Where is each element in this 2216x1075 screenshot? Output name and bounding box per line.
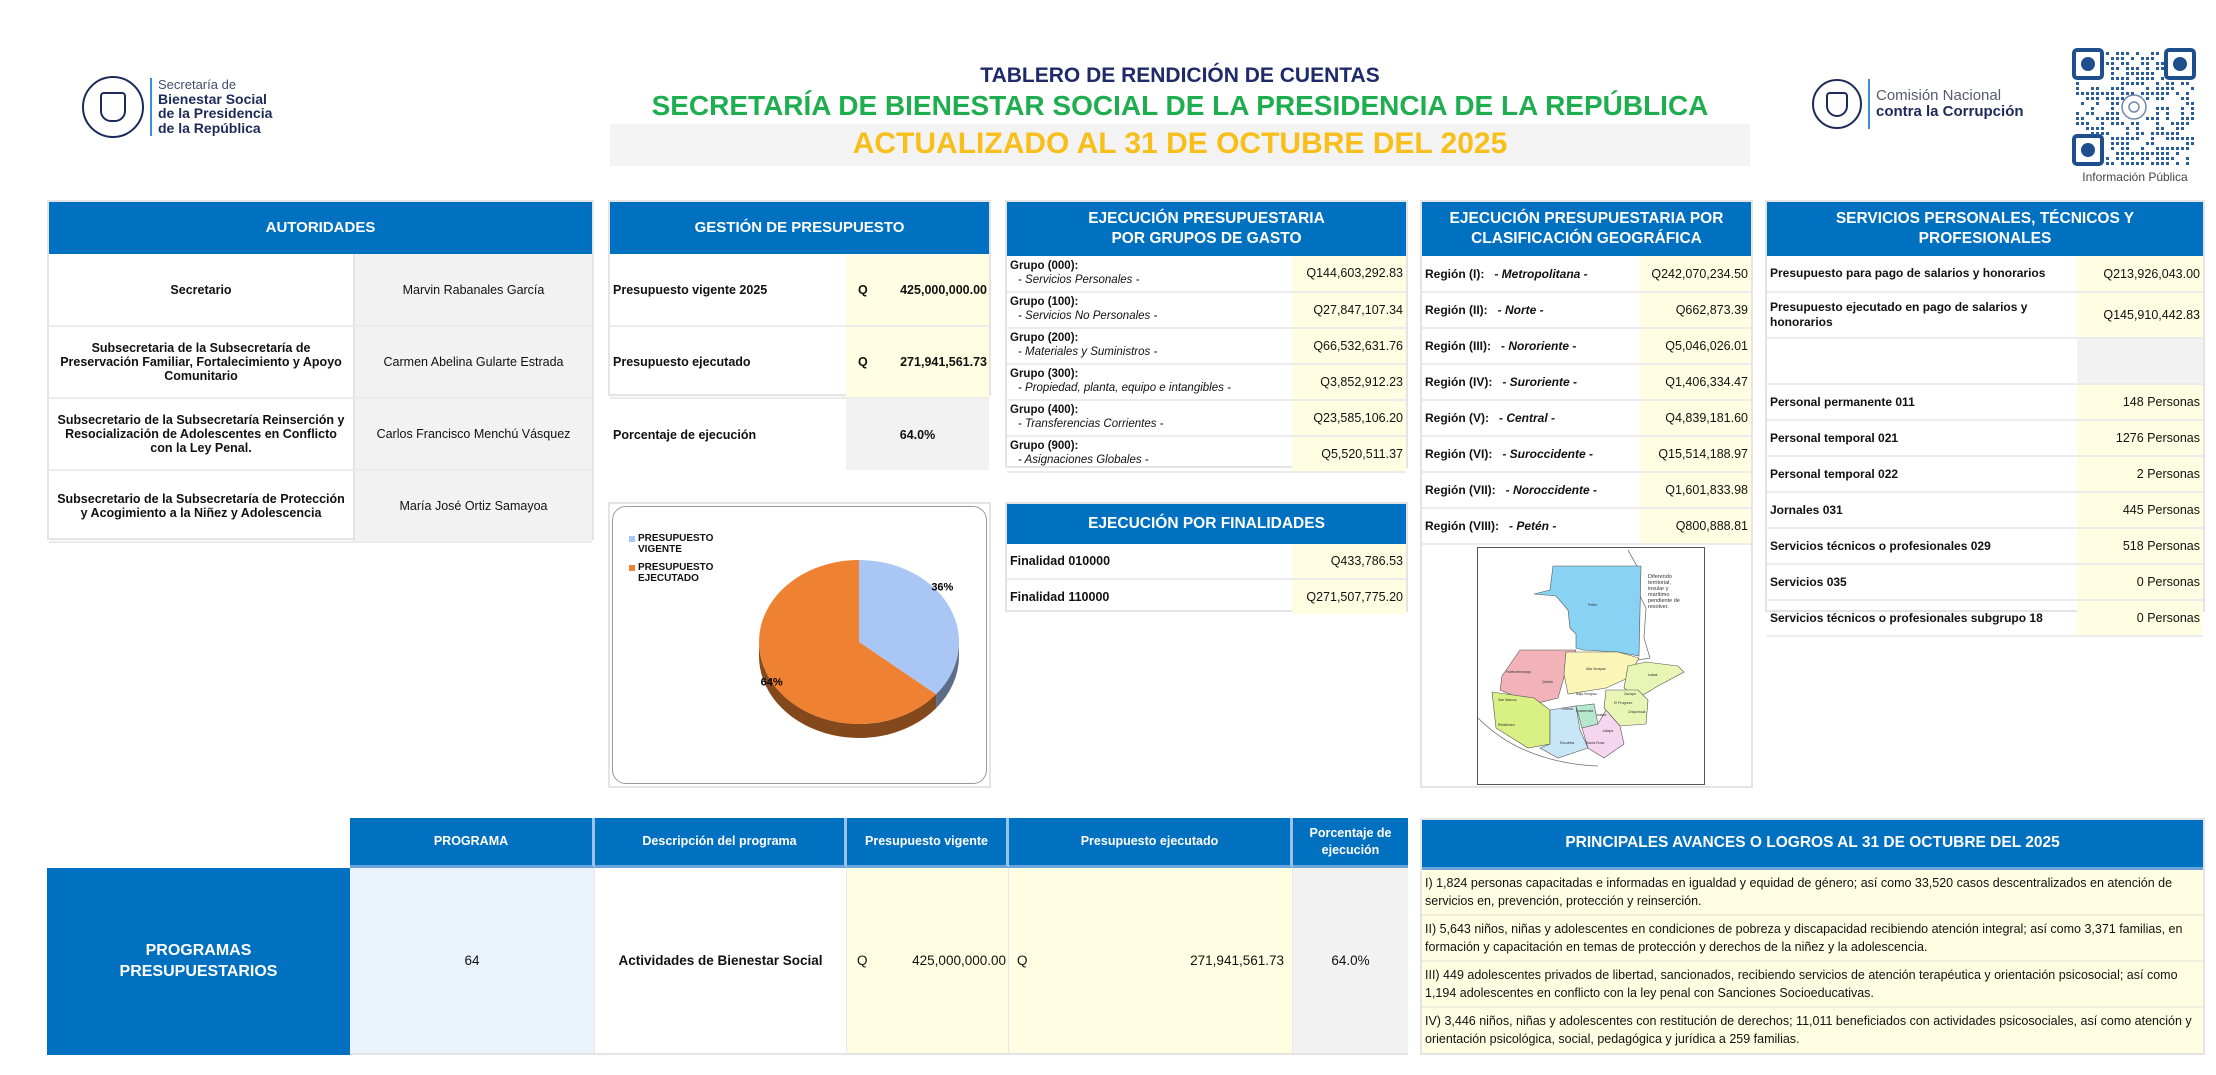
data-label-vigente: 36% <box>931 581 954 594</box>
programa-ejecutado: 271,941,561.73 <box>1190 953 1284 968</box>
servicio-label: Personal permanente 011 <box>1767 384 2077 420</box>
authority-role: Subsecretaria de la Subsecretaría de Preservación Familiar, Fortalecimiento y Apoyo Comunitario <box>49 326 354 398</box>
programas-side-label <box>47 868 350 1055</box>
region-code: Región (I): <box>1425 266 1485 281</box>
finalidades-panel <box>1005 502 1408 612</box>
table-row <box>1767 492 2203 528</box>
region-label <box>1422 472 1640 508</box>
servicio-value: 518 Personas <box>2077 528 2203 564</box>
region-label <box>1422 400 1640 436</box>
servicio-label: Personal temporal 022 <box>1767 456 2077 492</box>
servicios-table <box>1767 256 2203 637</box>
cnc-logo-text <box>1876 88 2024 121</box>
table-row <box>1007 256 1406 292</box>
currency-symbol: Q <box>846 326 886 398</box>
svg-text:Huehuetenango: Huehuetenango <box>1506 670 1531 674</box>
gestion-presupuesto-panel <box>608 200 991 442</box>
geografica-title-line1: EJECUCIÓN PRESUPUESTARIA POR <box>1449 209 1724 227</box>
grupo-label <box>1007 436 1292 472</box>
region-value: Q1,601,833.98 <box>1640 472 1751 508</box>
servicio-label: Servicios técnicos o profesionales subgrupo 18 <box>1767 600 2077 636</box>
table-row <box>1422 256 1751 292</box>
table-row <box>1422 400 1751 436</box>
avances-title: PRINCIPALES AVANCES O LOGROS AL 31 DE OCTUBRE DEL 2025 <box>1422 820 2203 870</box>
grupo-value: Q27,847,107.34 <box>1292 292 1406 328</box>
servicio-label: Presupuesto para pago de salarios y honorarios <box>1767 256 2077 292</box>
region-label <box>1422 256 1640 292</box>
qr-code-icon[interactable] <box>2072 48 2196 166</box>
region-label <box>1422 508 1640 544</box>
grupos-title <box>1007 202 1406 256</box>
finalidades-table <box>1007 544 1406 614</box>
region-code: Región (II): <box>1425 303 1488 317</box>
grupos-gasto-panel <box>1005 200 1408 468</box>
qr-caption: Información Pública <box>2082 170 2188 184</box>
table-row <box>610 326 989 398</box>
table-row <box>49 326 592 398</box>
logo-divider <box>150 78 152 136</box>
region-label <box>1422 364 1640 400</box>
legend-label-line: PRESUPUESTO <box>638 533 714 544</box>
currency-symbol: Q <box>846 254 886 326</box>
logo-line-2: Bienestar Social <box>158 90 267 107</box>
region-label <box>1422 292 1640 328</box>
table-row <box>1422 472 1751 508</box>
autoridades-table <box>49 254 592 543</box>
servicio-value: Q145,910,442.83 <box>2077 292 2203 338</box>
currency-symbol: Q <box>857 953 868 968</box>
logo-line-4: de la República <box>158 120 261 137</box>
col-header-descripcion: Descripción del programa <box>595 818 847 868</box>
grupo-label <box>1007 400 1292 436</box>
table-row <box>610 398 989 470</box>
table-row <box>1007 544 1406 579</box>
svg-text:Escuintla: Escuintla <box>1560 741 1575 745</box>
programa-vigente: 425,000,000.00 <box>912 953 1006 968</box>
table-row <box>1767 564 2203 600</box>
servicio-label: Servicios 035 <box>1767 564 2077 600</box>
budget-value: 425,000,000.00 <box>886 254 989 326</box>
autoridades-panel <box>47 200 594 540</box>
svg-text:Zacapa: Zacapa <box>1624 692 1636 696</box>
grupos-title-line2: POR GRUPOS DE GASTO <box>1111 230 1302 247</box>
programa-vigente-cell <box>847 868 1009 1053</box>
servicio-label <box>1767 338 2077 384</box>
map-note-line: territorial, <box>1648 580 1671 586</box>
logo-divider <box>1868 79 1870 129</box>
region-label <box>1422 328 1640 364</box>
logro-item: I) 1,824 personas capacitadas e informadas en igualdad y equidad de género; así como 33,520 casos descentralizados en atención de servicios en, prevención, protección y reinserción. <box>1422 870 2203 916</box>
cnc-line-1: Comisión Nacional <box>1876 86 2002 104</box>
update-date: ACTUALIZADO AL 31 DE OCTUBRE DEL 2025 <box>852 127 1508 160</box>
svg-text:Petén: Petén <box>1588 603 1598 607</box>
pie-plot-area <box>613 507 988 785</box>
region-value: Q800,888.81 <box>1640 508 1751 544</box>
table-row <box>1767 338 2203 384</box>
table-row <box>1007 579 1406 614</box>
region-label <box>1422 436 1640 472</box>
servicio-label: Personal temporal 021 <box>1767 420 2077 456</box>
region-code: Región (III): <box>1425 339 1491 353</box>
authority-name: Carlos Francisco Menchú Vásquez <box>354 398 592 470</box>
servicio-label: Presupuesto ejecutado en pago de salarios y honorarios <box>1767 292 2077 338</box>
servicio-value: 2 Personas <box>2077 456 2203 492</box>
grupo-value: Q144,603,292.83 <box>1292 256 1406 292</box>
col-header-vigente: Presupuesto vigente <box>847 818 1009 868</box>
programa-porcentaje: 64.0% <box>1293 868 1408 1053</box>
map-note-line: pendiente de <box>1648 598 1680 604</box>
servicios-title-line1: SERVICIOS PERSONALES, TÉCNICOS Y <box>1835 209 2135 227</box>
grupo-description: - Propiedad, planta, equipo e intangibles - <box>1018 382 1231 394</box>
data-label-ejecutado: 64% <box>760 676 783 689</box>
gestion-title: GESTIÓN DE PRESUPUESTO <box>610 202 989 254</box>
grupo-value: Q23,585,106.20 <box>1292 400 1406 436</box>
region-value: Q242,070,234.50 <box>1640 256 1751 292</box>
table-row <box>1767 256 2203 292</box>
svg-text:San Marcos: San Marcos <box>1498 698 1517 702</box>
region-code: Región (VII): <box>1425 483 1496 497</box>
table-row <box>1767 292 2203 338</box>
budget-label: Presupuesto vigente 2025 <box>610 254 846 326</box>
logo-line-1: Secretaría de <box>158 77 237 93</box>
dashboard-subtitle: TABLERO DE RENDICIÓN DE CUENTAS <box>980 64 1380 87</box>
side-label-line: PROGRAMAS <box>145 941 252 959</box>
table-row <box>1767 600 2203 636</box>
svg-text:Guatemala: Guatemala <box>1576 709 1594 713</box>
table-row <box>610 254 989 326</box>
authority-role: Secretario <box>49 254 354 326</box>
budget-label: Presupuesto ejecutado <box>610 326 846 398</box>
region-name: - Noroccidente - <box>1505 483 1598 497</box>
table-row <box>1007 328 1406 364</box>
table-row <box>1767 456 2203 492</box>
legend-label-line: PRESUPUESTO <box>638 562 714 573</box>
svg-text:Chimal.: Chimal. <box>1562 707 1574 711</box>
map-note-line: resolver. <box>1648 604 1669 610</box>
guatemala-seal-icon <box>82 76 144 138</box>
svg-text:Chiquimula: Chiquimula <box>1628 710 1646 714</box>
col-header-line: Porcentaje de <box>1309 825 1392 840</box>
geografica-title <box>1422 202 1751 256</box>
legend-label-line: VIGENTE <box>638 544 682 555</box>
svg-text:Jalapa: Jalapa <box>1596 713 1607 717</box>
grupo-value: Q5,520,511.37 <box>1292 436 1406 472</box>
grupo-code: Grupo (300): <box>1010 368 1079 381</box>
col-header-ejecutado: Presupuesto ejecutado <box>1009 818 1293 868</box>
region-value: Q1,406,334.47 <box>1640 364 1751 400</box>
table-row <box>1422 364 1751 400</box>
servicio-value: Q213,926,043.00 <box>2077 256 2203 292</box>
guatemala-seal-icon <box>1812 79 1862 129</box>
servicio-label: Servicios técnicos o profesionales 029 <box>1767 528 2077 564</box>
region-value: Q15,514,188.97 <box>1640 436 1751 472</box>
table-row <box>1422 292 1751 328</box>
map-note-line: Diferendo <box>1648 574 1672 580</box>
grupo-description: - Servicios Personales - <box>1018 273 1140 286</box>
grupo-description: - Materiales y Suministros - <box>1018 346 1158 358</box>
svg-text:El Progreso: El Progreso <box>1614 701 1633 705</box>
grupo-label <box>1007 328 1292 364</box>
budget-pie-chart <box>608 502 991 788</box>
region-code: Región (IV): <box>1425 375 1493 389</box>
table-row <box>1007 364 1406 400</box>
logro-item: III) 449 adolescentes privados de libertad, sancionados, recibiendo servicios de atención terapéutica y orientación psicosocial; así como 1,194 adolescentes en conflicto con la ley penal con Sanciones Socioeducativas. <box>1422 962 2203 1008</box>
grupo-value: Q66,532,631.76 <box>1292 328 1406 364</box>
table-row <box>1422 436 1751 472</box>
sbs-logo-text <box>158 78 272 136</box>
svg-text:Retalhuleu: Retalhuleu <box>1498 723 1515 727</box>
authority-role: Subsecretario de la Subsecretaría de Protección y Acogimiento a la Niñez y Adolescencia <box>49 470 354 542</box>
map-note-line: insular y <box>1648 586 1669 592</box>
region-name: - Central - <box>1499 411 1556 425</box>
servicios-panel <box>1765 200 2205 625</box>
authority-name: María José Ortiz Samayoa <box>354 470 592 542</box>
table-row <box>1007 292 1406 328</box>
svg-text:Izabal: Izabal <box>1648 673 1658 677</box>
servicio-label: Jornales 031 <box>1767 492 2077 528</box>
region-code: Región (V): <box>1425 411 1489 425</box>
servicio-value: 0 Personas <box>2077 564 2203 600</box>
col-header-line: ejecución <box>1321 842 1380 857</box>
svg-text:Quiche: Quiche <box>1542 680 1554 684</box>
grupo-code: Grupo (400): <box>1010 404 1079 417</box>
budget-label: Porcentaje de ejecución <box>613 427 757 442</box>
programa-description: Actividades de Bienestar Social <box>595 868 847 1053</box>
region-name: - Petén - <box>1509 519 1557 533</box>
grupo-label <box>1007 364 1292 400</box>
geografica-panel <box>1420 200 1753 788</box>
svg-text:Baja Verapaz: Baja Verapaz <box>1576 692 1597 696</box>
autoridades-title: AUTORIDADES <box>49 202 592 254</box>
currency-symbol: Q <box>1017 953 1028 968</box>
region-code: Región (VIII): <box>1425 519 1499 533</box>
gestion-table <box>610 254 989 470</box>
geografica-title-line2: CLASIFICACIÓN GEOGRÁFICA <box>1471 230 1702 247</box>
servicio-value: 148 Personas <box>2077 384 2203 420</box>
table-row <box>1422 328 1751 364</box>
svg-text:Jutiapa: Jutiapa <box>1602 729 1614 733</box>
grupo-code: Grupo (900): <box>1010 440 1079 453</box>
table-row <box>49 254 592 326</box>
grupo-code: Grupo (000): <box>1010 259 1079 272</box>
programa-code: 64 <box>350 868 595 1053</box>
region-name: - Metropolitana - <box>1494 266 1588 281</box>
chart-frame <box>612 506 987 784</box>
grupos-title-line1: EJECUCIÓN PRESUPUESTARIA <box>1088 209 1325 227</box>
authority-name: Carmen Abelina Gularte Estrada <box>354 326 592 398</box>
budget-value: 271,941,561.73 <box>886 326 989 398</box>
grupo-description: - Asignaciones Globales - <box>1018 454 1149 466</box>
finalidad-label: Finalidad 010000 <box>1007 544 1292 579</box>
page-title: SECRETARÍA DE BIENESTAR SOCIAL DE LA PRESIDENCIA DE LA REPÚBLICA <box>651 90 1709 121</box>
authority-role: Subsecretario de la Subsecretaría Reinserción y Resocialización de Adolescentes en Conflicto con la Ley Penal. <box>49 398 354 470</box>
servicio-value: 0 Personas <box>2077 600 2203 636</box>
grupo-label <box>1007 292 1292 328</box>
region-name: - Suroccidente - <box>1502 447 1594 461</box>
table-row <box>1007 436 1406 472</box>
grupo-code: Grupo (200): <box>1010 332 1079 345</box>
region-value: Q4,839,181.60 <box>1640 400 1751 436</box>
guatemala-regions-map <box>1477 547 1705 785</box>
finalidad-value: Q271,507,775.20 <box>1292 579 1406 614</box>
grupo-description: - Transferencias Corrientes - <box>1018 418 1164 430</box>
region-value: Q662,873.39 <box>1640 292 1751 328</box>
servicio-value: 1276 Personas <box>2077 420 2203 456</box>
avances-panel <box>1420 818 2205 1055</box>
col-header-porcentaje <box>1293 818 1408 868</box>
table-row <box>1767 420 2203 456</box>
servicios-title-line2: PROFESIONALES <box>1918 230 2052 247</box>
region-name: - Suroriente - <box>1502 375 1577 389</box>
programa-ejecutado-cell <box>1009 868 1293 1053</box>
servicio-value <box>2077 338 2203 384</box>
grupo-label <box>1007 256 1292 292</box>
execution-percentage: 64.0% <box>846 398 989 470</box>
side-label-line: PRESUPUESTARIOS <box>119 962 278 980</box>
logo-line-3: de la Presidencia <box>158 105 273 122</box>
geografica-table <box>1422 256 1751 545</box>
table-row <box>1767 384 2203 420</box>
col-header-programa: PROGRAMA <box>350 818 595 868</box>
sbs-logo <box>82 72 282 142</box>
finalidad-label: Finalidad 110000 <box>1010 590 1110 604</box>
logro-item: IV) 3,446 niños, niñas y adolescentes con restitución de derechos; 11,011 beneficiados con actividades psicosociales, así como atención y orientación psicológica, social, pedagógica y jurídica a 259 familias. <box>1425 1014 2192 1047</box>
grupo-description: - Servicios No Personales - <box>1018 310 1158 322</box>
finalidad-value: Q433,786.53 <box>1292 544 1406 579</box>
grupo-value: Q3,852,912.23 <box>1292 364 1406 400</box>
servicio-value: 445 Personas <box>2077 492 2203 528</box>
map-region-peten <box>1534 566 1641 656</box>
finalidades-title: EJECUCIÓN POR FINALIDADES <box>1007 504 1406 544</box>
table-row <box>1007 400 1406 436</box>
cnc-logo <box>1812 76 2032 132</box>
map-image <box>1478 548 1703 783</box>
grupos-table <box>1007 256 1406 473</box>
table-row <box>49 398 592 470</box>
region-name: - Norte - <box>1497 303 1544 317</box>
svg-text:Alta Verapaz: Alta Verapaz <box>1586 667 1606 671</box>
authority-name: Marvin Rabanales García <box>354 254 592 326</box>
table-row <box>1767 528 2203 564</box>
table-row <box>350 868 1408 1055</box>
legend-label-line: EJECUTADO <box>638 573 699 584</box>
region-value: Q5,046,026.01 <box>1640 328 1751 364</box>
grupo-code: Grupo (100): <box>1010 296 1079 309</box>
table-row <box>1422 508 1751 544</box>
logro-item: II) 5,643 niños, niñas y adolescentes en condiciones de pobreza y discapacidad recibiendo atención integral; así como 3,371 familias, en formación y capacitación en temas de protección y derechos de la niñez y la adolescencia. <box>1422 916 2203 962</box>
programas-header-row <box>350 818 1408 868</box>
table-row <box>49 470 592 542</box>
region-code: Región (VI): <box>1425 447 1493 461</box>
cnc-line-2: contra la Corrupción <box>1876 103 2024 120</box>
svg-text:Santa Rosa: Santa Rosa <box>1586 741 1605 745</box>
map-note-line: marítimo <box>1648 592 1670 598</box>
region-name: - Nororiente - <box>1501 339 1577 353</box>
servicios-title <box>1767 202 2203 256</box>
